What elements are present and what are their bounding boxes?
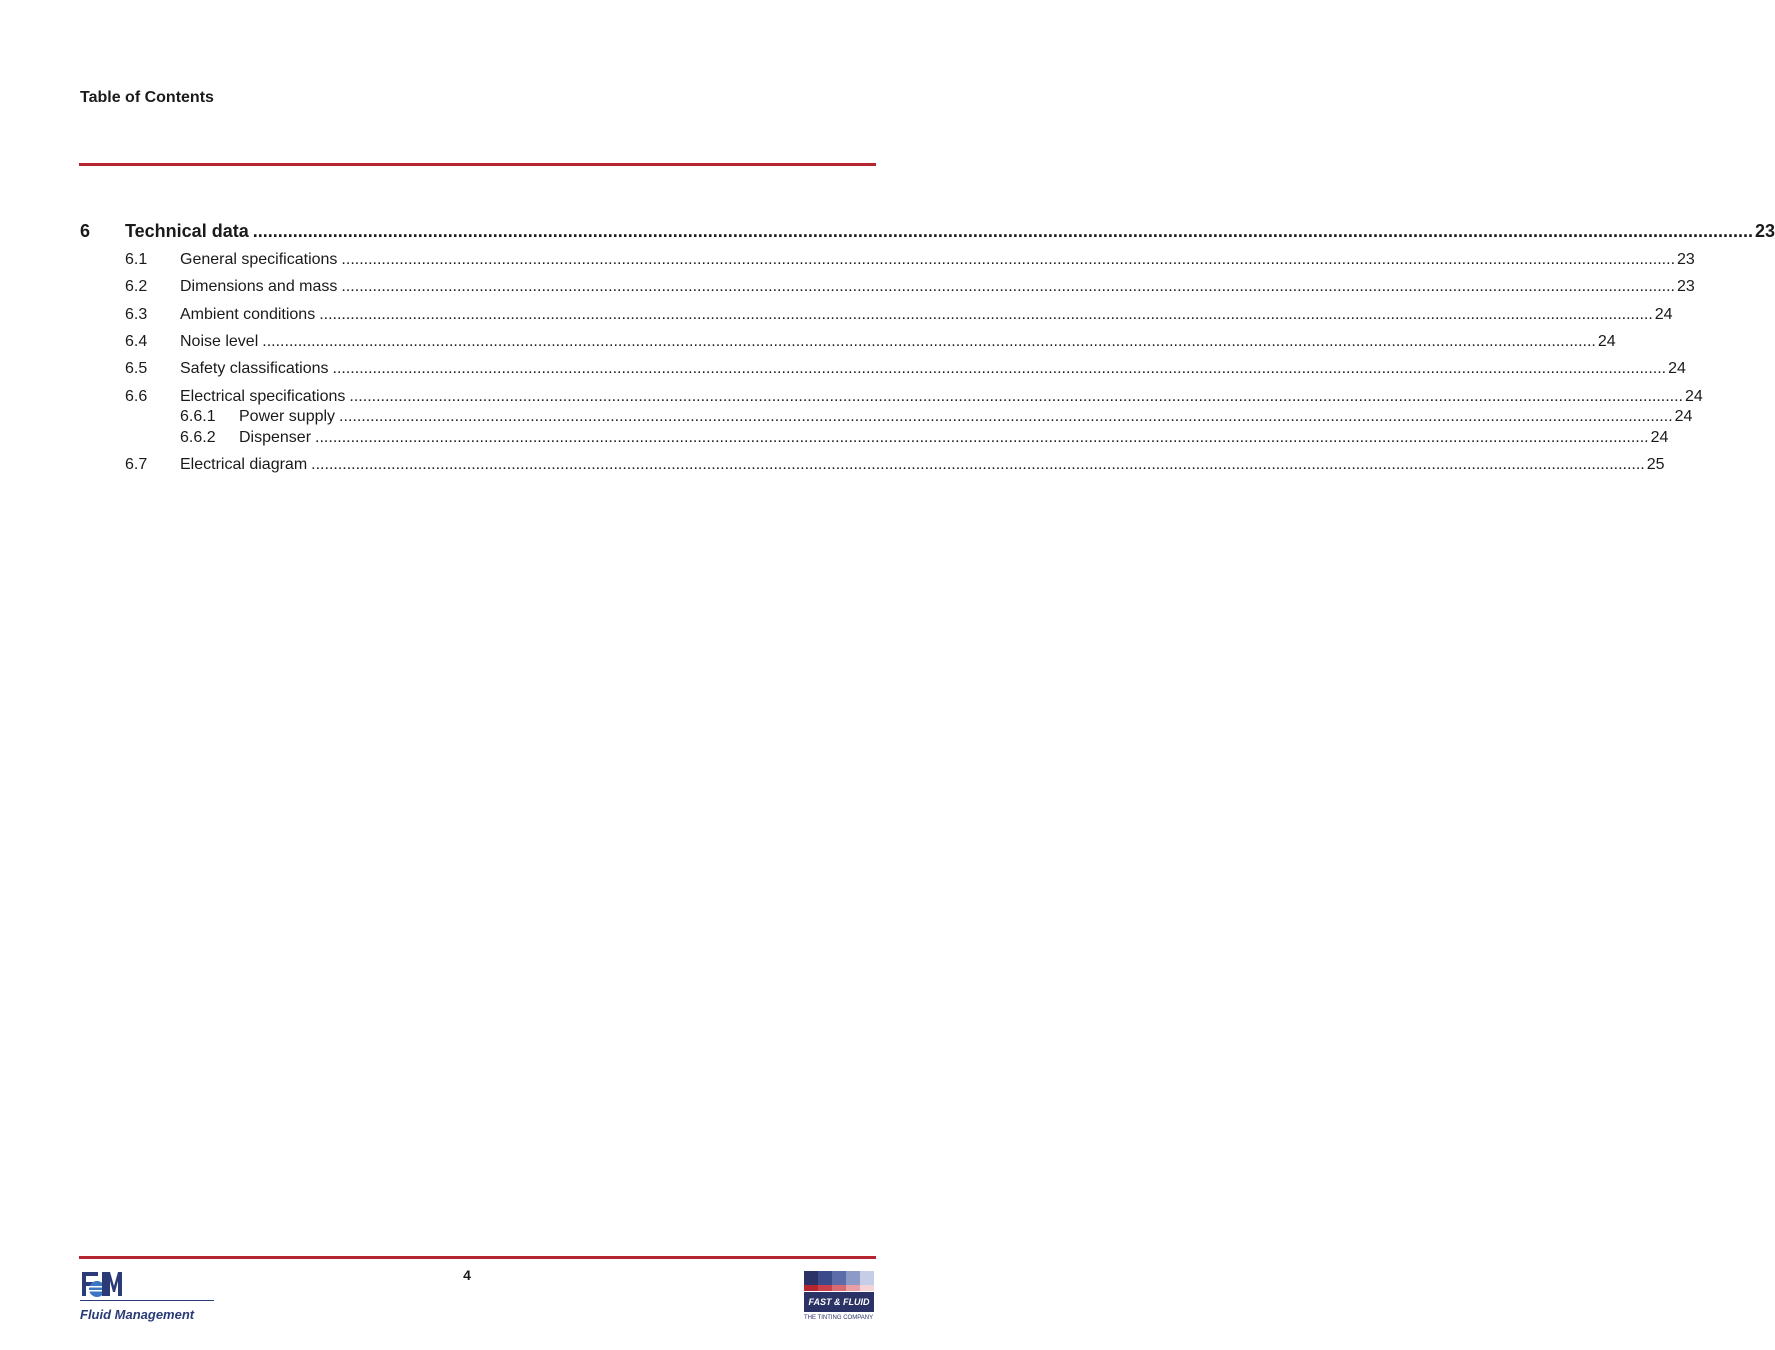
logo-underline (80, 1300, 214, 1301)
dot-leader: ............................................................................................................................................................................................................................................................................................................ (315, 429, 1649, 446)
fast-and-fluid-logo (804, 1271, 876, 1327)
toc-page-number: 24 (1654, 306, 1673, 323)
toc-entry[interactable] (80, 456, 1665, 476)
toc-title: Ambient conditions (180, 306, 316, 323)
toc-number: 6.6.2 (180, 429, 216, 446)
toc-number: 6.2 (125, 278, 148, 295)
toc-title: Dimensions and mass (180, 278, 338, 295)
toc-title: Safety classifications (180, 360, 329, 377)
toc-number: 6.4 (125, 333, 148, 350)
toc-number: 6.7 (125, 456, 148, 473)
toc-page-number: 24 (1597, 333, 1616, 350)
red-stripe (804, 1285, 874, 1291)
toc-title: Power supply (239, 408, 336, 425)
footer-divider (79, 1256, 876, 1259)
dot-leader: ............................................................................................................................................................................................................................................................................................................ (262, 333, 1596, 350)
toc-title: Dispenser (239, 429, 312, 446)
toc-page-number: 25 (1646, 456, 1665, 473)
logo-text: Fluid Management (80, 1307, 195, 1322)
toc-title: Electrical diagram (180, 456, 308, 473)
dot-leader: ............................................................................................................................................................................................................................................................................................................ (311, 456, 1645, 473)
dot-leader: ............................................................................................................................................................................................................................................................................................................ (349, 388, 1683, 405)
header-divider (79, 163, 876, 166)
toc-number: 6.1 (125, 251, 148, 268)
dot-leader: ............................................................................................................................................................................................................................................................................................................ (341, 251, 1676, 268)
toc-entry[interactable] (80, 306, 1673, 326)
toc-entry[interactable] (80, 278, 1695, 298)
toc-entry[interactable] (80, 408, 1693, 428)
toc-number: 6.6.1 (180, 408, 216, 425)
toc-number: 6.6 (125, 388, 148, 405)
brand-tagline: THE TINTING COMPANY (804, 1315, 874, 1321)
dot-leader: ............................................................................................................................................................................................................................................................................................................ (341, 278, 1675, 295)
color-swatch-strip (804, 1271, 874, 1285)
toc-number: 6.3 (125, 306, 148, 323)
brand-name: FAST & FLUID (804, 1292, 874, 1312)
toc-number: 6 (80, 221, 91, 241)
toc-title: Noise level (180, 333, 259, 350)
toc-entry[interactable] (80, 388, 1703, 408)
toc-page-number: 24 (1668, 360, 1686, 377)
toc-title: Technical data (125, 221, 249, 241)
toc-entry-main[interactable] (80, 221, 1775, 245)
toc-page-number: 24 (1674, 408, 1693, 425)
fluid-management-logo (80, 1270, 220, 1326)
dot-leader: ............................................................................................................................................................................................................................................................................................................ (319, 306, 1653, 323)
dot-leader: ............................................................................................................................................................................................................................................................................................................ (339, 408, 1673, 425)
toc-number: 6.5 (125, 360, 148, 377)
dot-leader: ............................................................................................................................................................................................................................................................................................................ (332, 360, 1667, 377)
toc-entry[interactable] (80, 333, 1616, 353)
toc-title: Electrical specifications (180, 388, 346, 405)
dot-leader: ............................................................................................................................................................................................................................................................................................................ (252, 221, 1754, 241)
fm-logo-icon (82, 1272, 126, 1298)
toc-title: General specifications (180, 251, 338, 268)
toc-page-number: 24 (1685, 388, 1703, 405)
toc-page-number: 23 (1677, 278, 1695, 295)
toc-entry[interactable] (80, 360, 1686, 380)
toc-page-number: 23 (1677, 251, 1695, 268)
toc-entry[interactable] (80, 429, 1669, 449)
toc-entry[interactable] (80, 251, 1695, 271)
page-title: Table of Contents (80, 89, 214, 106)
toc-page-number: 24 (1650, 429, 1669, 446)
toc-page-number: 23 (1755, 221, 1775, 241)
page-number: 4 (463, 1267, 471, 1283)
